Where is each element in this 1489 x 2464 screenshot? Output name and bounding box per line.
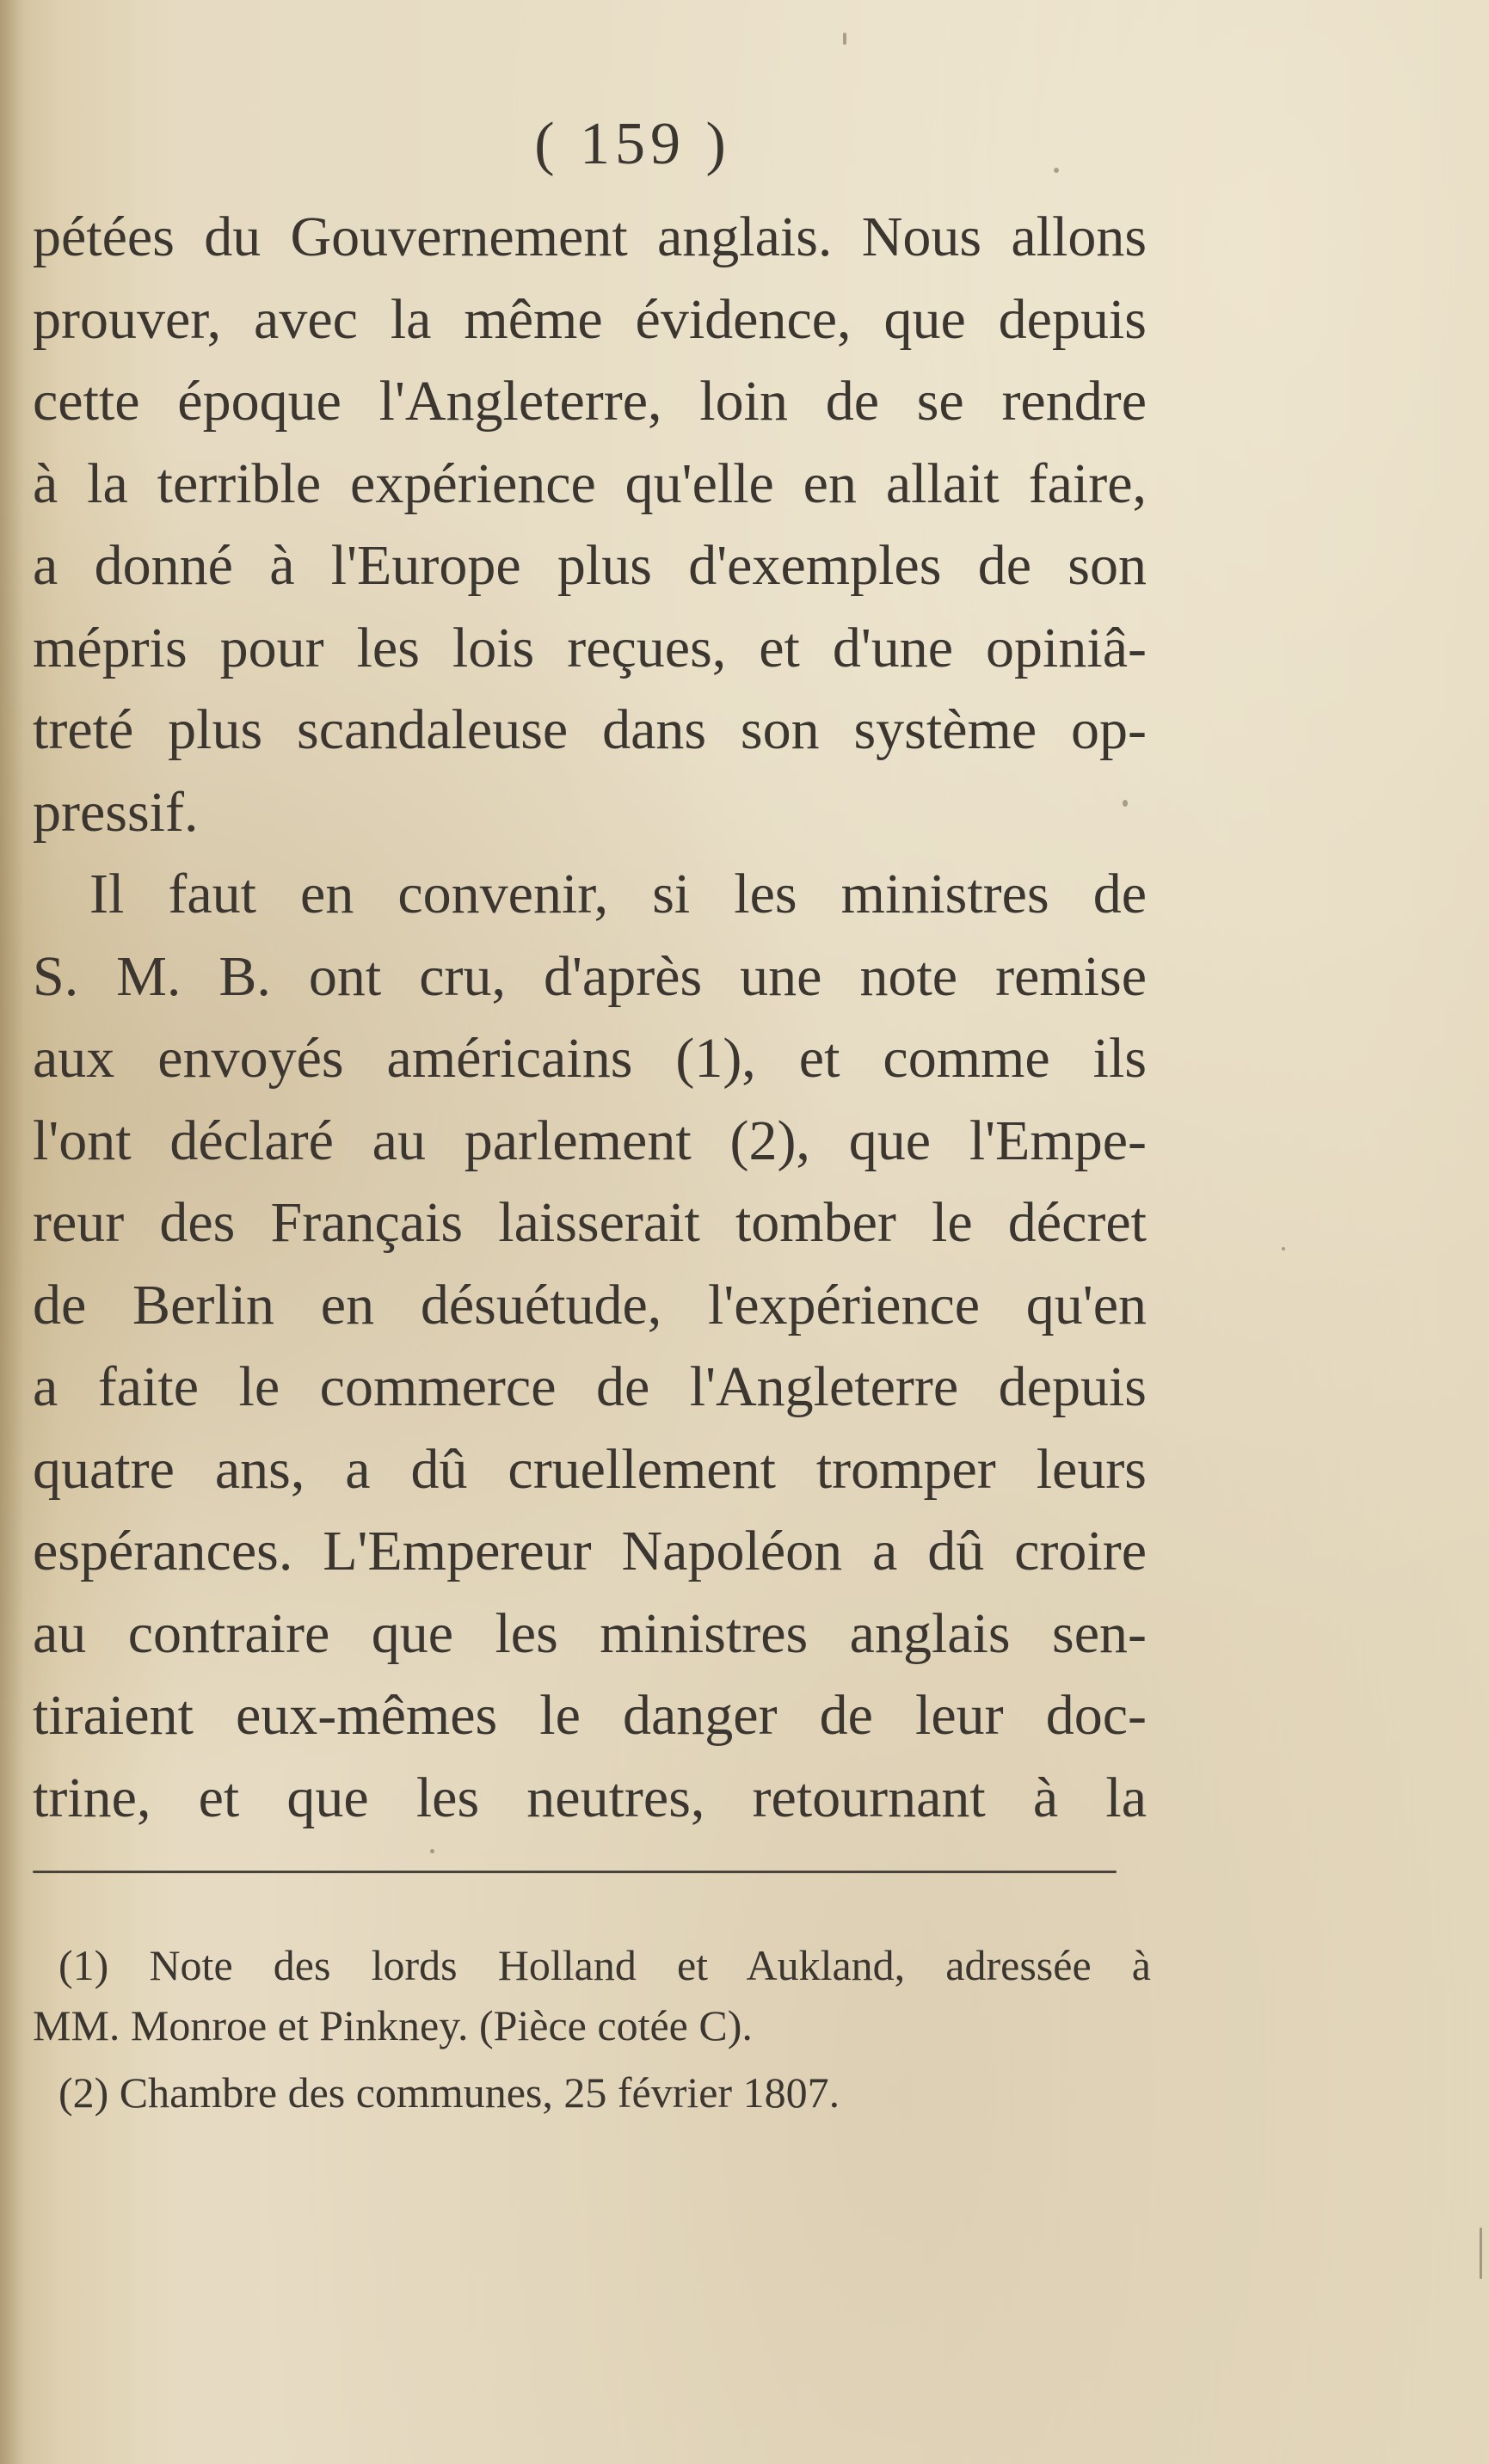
main-text-block bbox=[33, 196, 1147, 1839]
text-line: prouver, avec la même évidence, que depuis bbox=[33, 287, 1147, 351]
footnotes-block bbox=[33, 1935, 1151, 2123]
text-line: aux envoyés américains (1), et comme ils bbox=[33, 1027, 1147, 1090]
text-line: S. M. B. ont cru, d'après une note remise bbox=[33, 944, 1147, 1008]
text-line: a faite le commerce de l'Angleterre depuis bbox=[33, 1355, 1147, 1418]
text-line: espérances. L'Empereur Napoléon a dû croire bbox=[33, 1520, 1147, 1582]
paper-speck bbox=[1282, 1247, 1285, 1250]
footnote-separator-rule bbox=[33, 1871, 1117, 1873]
text-line-paragraph-end: pressif. bbox=[33, 780, 199, 844]
paper-speck bbox=[430, 1849, 434, 1853]
paper-speck bbox=[843, 33, 846, 45]
footnote-1-line-2: MM. Monroe et Pinkney. (Pièce cotée C). bbox=[33, 2001, 753, 2049]
text-line: tiraient eux-mêmes le danger de leur doc- bbox=[33, 1684, 1147, 1747]
text-line: au contraire que les ministres anglais sen- bbox=[33, 1601, 1147, 1665]
text-line: quatre ans, a dû cruellement tromper leurs bbox=[33, 1437, 1147, 1501]
text-line: a donné à l'Europe plus d'exemples de son bbox=[33, 534, 1147, 597]
page-gutter-shadow bbox=[0, 0, 24, 2464]
text-line: reur des Français laisserait tomber le décret bbox=[33, 1191, 1147, 1254]
text-line: de Berlin en désuétude, l'expérience qu'en bbox=[33, 1273, 1147, 1336]
text-line: pétées du Gouvernement anglais. Nous allons bbox=[33, 206, 1147, 268]
text-line: trine, et que les neutres, retournant à la bbox=[33, 1766, 1147, 1829]
paper-speck bbox=[1480, 2227, 1482, 2279]
footnote-1-line-1: (1) Note des lords Holland et Aukland, adressée à bbox=[58, 1941, 1151, 1989]
text-line: cette époque l'Angleterre, loin de se rendre bbox=[33, 370, 1147, 433]
page-number: ( 159 ) bbox=[534, 111, 731, 177]
text-line: mépris pour les lois reçues, et d'une opiniâ- bbox=[33, 616, 1147, 679]
text-line: l'ont déclaré au parlement (2), que l'Empe- bbox=[33, 1109, 1147, 1172]
paper-speck bbox=[1054, 168, 1059, 173]
paper-speck bbox=[1123, 800, 1128, 807]
text-line-paragraph-start: Il faut en convenir, si les ministres de bbox=[89, 863, 1147, 925]
text-line: treté plus scandaleuse dans son système op- bbox=[33, 698, 1147, 761]
footnote-2: (2) Chambre des communes, 25 février 1807. bbox=[58, 2068, 840, 2117]
text-line: à la terrible expérience qu'elle en allait faire, bbox=[33, 452, 1147, 515]
